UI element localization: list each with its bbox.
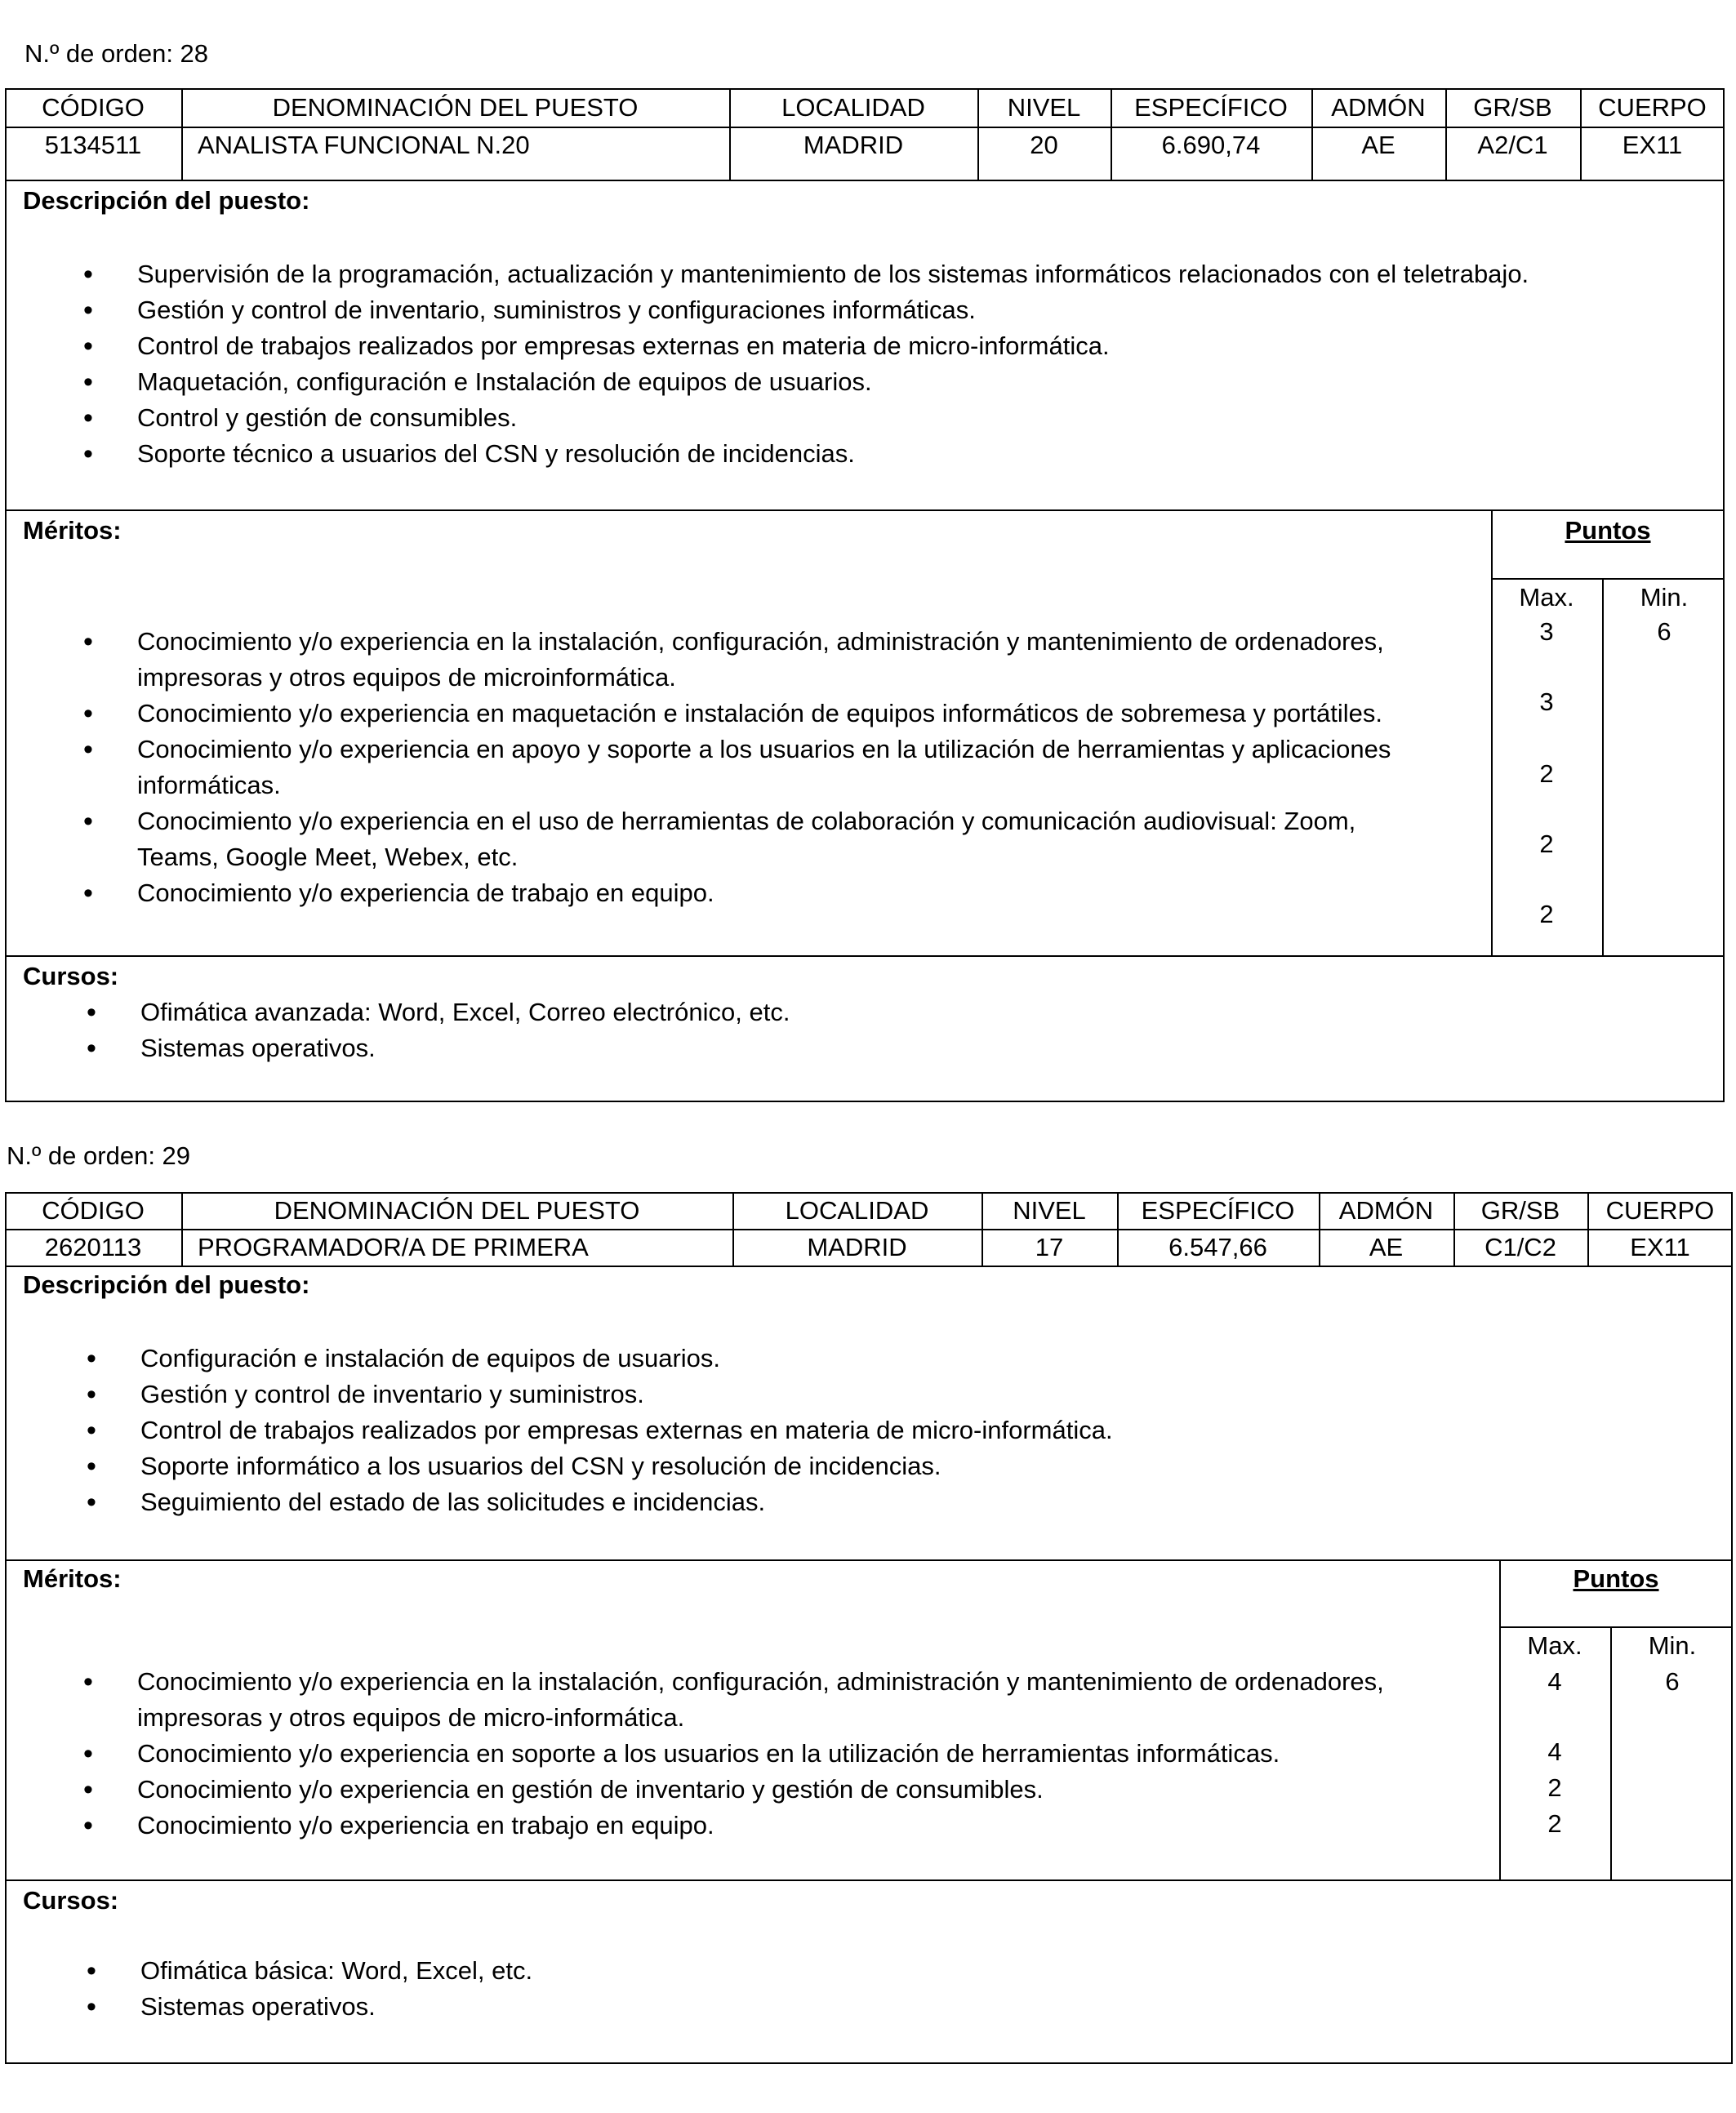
list-item: • Control de trabajos realizados por empresas externas en materia de micro-informática. (26, 1412, 1708, 1448)
cell-localidad: MADRID (803, 131, 904, 159)
max-point: 2 (1539, 900, 1554, 928)
cell-admon: AE (1369, 1233, 1404, 1261)
cursos-list (26, 1953, 1708, 2025)
descripcion-label: Descripción del puesto: (23, 186, 310, 215)
list-item: • Sistemas operativos. (26, 1030, 1708, 1066)
orden-number: N.º de orden: 29 (7, 1141, 191, 1170)
cell-codigo: 2620113 (44, 1233, 142, 1261)
header-nivel: NIVEL (1013, 1196, 1086, 1225)
list-item: • Conocimiento y/o experiencia en maquetación e instalación de equipos informáticos de sobremesa y portátiles. (23, 696, 1444, 732)
cell-admon: AE (1361, 131, 1395, 159)
cursos-label: Cursos: (23, 962, 119, 990)
descripcion-list (26, 1341, 1708, 1520)
cell-cuerpo: EX11 (1630, 1233, 1690, 1261)
cell-localidad: MADRID (807, 1233, 907, 1261)
header-cuerpo: CUERPO (1605, 1196, 1715, 1225)
list-item: • Control de trabajos realizados por empresas externas en materia de micro-informática. (23, 328, 1705, 364)
cell-nivel: 20 (1030, 131, 1058, 159)
meritos-label: Méritos: (23, 516, 122, 545)
header-codigo: CÓDIGO (42, 1196, 145, 1225)
min-label: Min. (1640, 583, 1689, 612)
cell-especifico: 6.690,74 (1161, 131, 1261, 159)
min-point: 6 (1665, 1667, 1680, 1696)
list-item: • Seguimiento del estado de las solicitudes e incidencias. (26, 1484, 1708, 1520)
cell-grsb: C1/C2 (1485, 1233, 1556, 1261)
list-item: • Conocimiento y/o experiencia de trabajo en equipo. (23, 875, 1444, 911)
max-point: 4 (1547, 1667, 1562, 1696)
max-label: Max. (1527, 1631, 1582, 1660)
list-item: • Soporte informático a los usuarios del CSN y resolución de incidencias. (26, 1448, 1708, 1484)
max-point: 3 (1539, 617, 1554, 646)
header-grsb: GR/SB (1473, 93, 1552, 122)
header-especifico: ESPECÍFICO (1134, 93, 1288, 122)
header-denominacion: DENOMINACIÓN DEL PUESTO (272, 93, 639, 122)
cursos-label: Cursos: (23, 1886, 119, 1915)
cell-codigo: 5134511 (44, 131, 142, 159)
puntos-label: Puntos (1565, 516, 1651, 545)
header-localidad: LOCALIDAD (785, 1196, 929, 1225)
list-item: • Ofimática básica: Word, Excel, etc. (26, 1953, 1708, 1989)
cell-cuerpo: EX11 (1622, 131, 1683, 159)
max-point: 2 (1547, 1809, 1562, 1838)
max-point: 2 (1547, 1773, 1562, 1802)
list-item: • Gestión y control de inventario y suministros. (26, 1377, 1708, 1412)
min-point: 6 (1657, 617, 1671, 646)
list-item: • Ofimática avanzada: Word, Excel, Correo electrónico, etc. (26, 994, 1708, 1030)
list-item: • Maquetación, configuración e Instalación de equipos de usuarios. (23, 364, 1705, 400)
header-nivel: NIVEL (1007, 93, 1081, 122)
header-denominacion: DENOMINACIÓN DEL PUESTO (274, 1196, 640, 1225)
header-grsb: GR/SB (1480, 1196, 1560, 1225)
list-item: • Conocimiento y/o experiencia en soporte a los usuarios en la utilización de herramientas informáticas. (23, 1736, 1460, 1772)
meritos-list (23, 1664, 1460, 1844)
header-localidad: LOCALIDAD (781, 93, 925, 122)
header-admon: ADMÓN (1338, 1196, 1434, 1225)
max-point: 2 (1539, 759, 1554, 788)
descripcion-list (23, 256, 1705, 472)
list-item: • Conocimiento y/o experiencia en el uso de herramientas de colaboración y comunicación audiovisual: Zoom, Teams, Google Meet, Webex, etc. (23, 803, 1444, 875)
cell-grsb: A2/C1 (1477, 131, 1548, 159)
header-cuerpo: CUERPO (1598, 93, 1707, 122)
list-item: • Conocimiento y/o experiencia en gestión de inventario y gestión de consumibles. (23, 1772, 1460, 1808)
header-especifico: ESPECÍFICO (1141, 1196, 1295, 1225)
list-item: • Soporte técnico a usuarios del CSN y resolución de incidencias. (23, 436, 1705, 472)
list-item: • Gestión y control de inventario, suministros y configuraciones informáticas. (23, 292, 1705, 328)
list-item: • Sistemas operativos. (26, 1989, 1708, 2025)
min-label: Min. (1648, 1631, 1697, 1660)
list-item: • Conocimiento y/o experiencia en la instalación, configuración, administración y mantenimiento de ordenadores, impresoras y otros equipos de micro-informática. (23, 1664, 1460, 1736)
descripcion-label: Descripción del puesto: (23, 1270, 310, 1299)
meritos-label: Méritos: (23, 1564, 122, 1593)
cell-nivel: 17 (1035, 1233, 1064, 1261)
header-codigo: CÓDIGO (42, 93, 145, 122)
list-item: • Control y gestión de consumibles. (23, 400, 1705, 436)
header-admon: ADMÓN (1331, 93, 1426, 122)
max-point: 4 (1547, 1737, 1562, 1766)
cell-especifico: 6.547,66 (1168, 1233, 1267, 1261)
max-label: Max. (1519, 583, 1574, 612)
orden-number: N.º de orden: 28 (24, 39, 209, 68)
list-item: • Conocimiento y/o experiencia en la instalación, configuración, administración y mantenimiento de ordenadores, impresoras y otros equipos de microinformática. (23, 624, 1444, 696)
puntos-label: Puntos (1573, 1564, 1659, 1593)
cell-denominacion: ANALISTA FUNCIONAL N.20 (198, 131, 530, 159)
list-item: • Conocimiento y/o experiencia en apoyo y soporte a los usuarios en la utilización de herramientas y aplicaciones informáticas. (23, 732, 1444, 803)
cursos-list (26, 994, 1708, 1066)
max-point: 3 (1539, 687, 1554, 716)
list-item: • Conocimiento y/o experiencia en trabajo en equipo. (23, 1808, 1460, 1844)
max-point: 2 (1539, 830, 1554, 858)
list-item: • Supervisión de la programación, actualización y mantenimiento de los sistemas informáticos relacionados con el teletrabajo. (23, 256, 1705, 292)
meritos-list (23, 624, 1444, 911)
list-item: • Configuración e instalación de equipos de usuarios. (26, 1341, 1708, 1377)
cell-denominacion: PROGRAMADOR/A DE PRIMERA (198, 1233, 589, 1261)
